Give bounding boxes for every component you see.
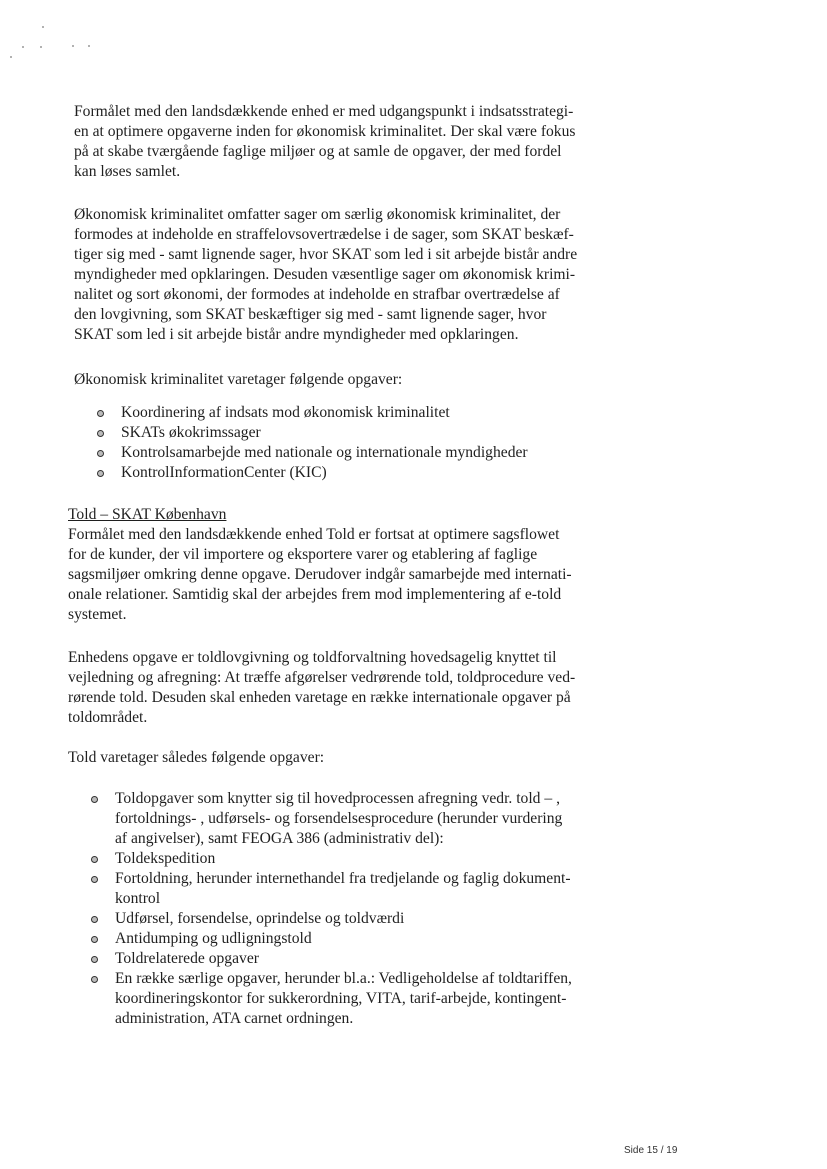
list-item — [115, 949, 572, 969]
list-item-text: Toldopgaver som knytter sig til hovedprocessen afregning vedr. told – , — [115, 790, 560, 807]
text-line: sagsmiljøer omkring denne opgave. Derudover indgår samarbejde med internati- — [68, 566, 572, 583]
scan-speck — [10, 56, 12, 58]
bullet-icon — [91, 856, 98, 863]
bullet-icon — [91, 956, 98, 963]
bullet-icon — [91, 796, 98, 803]
text-line: vejledning og afregning: At træffe afgørelser vedrørende told, toldprocedure ved- — [68, 669, 576, 686]
list-item — [121, 463, 528, 483]
task-list-told — [115, 789, 572, 1029]
text-line: Formålet med den landsdækkende enhed Told er fortsat at optimere sagsflowet — [68, 526, 560, 543]
list-item-text: koordineringskontor for sukkerordning, VITA, tarif-arbejde, kontingent- — [115, 990, 567, 1007]
text-line: toldområdet. — [68, 709, 148, 726]
scan-speck — [40, 46, 42, 48]
list-item — [115, 929, 572, 949]
text-line: nalitet og sort økonomi, der formodes at indeholde en strafbar overtrædelse af — [74, 286, 560, 303]
paragraph-scope — [74, 205, 577, 345]
list-item-text: SKATs økokrimssager — [121, 424, 261, 441]
task-list-economic-crime — [121, 403, 528, 483]
text-line: rørende told. Desuden skal enheden varetage en række internationale opgaver på — [68, 689, 571, 706]
text-line: onale relationer. Samtidig skal der arbejdes frem mod implementering af e-told — [68, 586, 562, 603]
bullet-icon — [97, 470, 104, 477]
scan-speck — [72, 45, 74, 47]
text-line: formodes at indeholde en straffelovsovertrædelse i de sager, som SKAT beskæf- — [74, 226, 574, 243]
scan-speck — [42, 26, 44, 28]
scan-speck — [88, 45, 90, 47]
text-line: myndigheder med opklaringen. Desuden væsentlige sager om økonomisk krimi- — [74, 266, 576, 283]
text-line: Formålet med den landsdækkende enhed er med udgangspunkt i indsatsstrategi- — [74, 103, 574, 120]
text-line: på at skabe tværgående faglige miljøer og at samle de opgaver, der med fordel — [74, 143, 562, 160]
list-item-text: Udførsel, forsendelse, oprindelse og toldværdi — [115, 910, 405, 927]
list-item — [121, 443, 528, 463]
list-item-text: Fortoldning, herunder internethandel fra tredjelande og faglig dokument- — [115, 870, 571, 887]
bullet-icon — [97, 410, 104, 417]
list-item — [115, 849, 572, 869]
list-item-text: Kontrolsamarbejde med nationale og internationale myndigheder — [121, 444, 528, 461]
bullet-icon — [91, 876, 98, 883]
text-line: systemet. — [68, 606, 127, 623]
list-item-text: Koordinering af indsats mod økonomisk kriminalitet — [121, 404, 450, 421]
page-number: Side 15 / 19 — [624, 1145, 678, 1156]
list-item-text: Antidumping og udligningstold — [115, 930, 312, 947]
paragraph-told-tasks-intro — [68, 748, 324, 768]
text-line: Økonomisk kriminalitet varetager følgende opgaver: — [74, 371, 403, 388]
list-item-text: fortoldnings- , udførsels- og forsendelsesprocedure (herunder vurdering — [115, 810, 563, 827]
text-line: for de kunder, der vil importere og eksportere varer og etablering af faglige — [68, 546, 538, 563]
list-item — [115, 789, 572, 849]
list-item-text: administration, ATA carnet ordningen. — [115, 1010, 354, 1027]
list-item — [115, 969, 572, 1029]
list-item-text: Toldrelaterede opgaver — [115, 950, 259, 967]
list-item-text: Toldekspedition — [115, 850, 216, 867]
list-item-text: af angivelser), samt FEOGA 386 (administrativ del): — [115, 830, 444, 847]
bullet-icon — [91, 916, 98, 923]
paragraph-tasks-intro — [74, 370, 402, 390]
section-told — [68, 505, 572, 625]
bullet-icon — [97, 450, 104, 457]
text-line: Told varetager således følgende opgaver: — [68, 749, 325, 766]
paragraph-unit-task — [68, 648, 575, 728]
text-line: Økonomisk kriminalitet omfatter sager om særlig økonomisk kriminalitet, der — [74, 206, 561, 223]
bullet-icon — [91, 976, 98, 983]
list-item — [121, 423, 528, 443]
section-heading: Told – SKAT København — [68, 506, 227, 523]
list-item — [121, 403, 528, 423]
text-line: en at optimere opgaverne inden for økonomisk kriminalitet. Der skal være fokus — [74, 123, 576, 140]
text-line: kan løses samlet. — [74, 163, 181, 180]
list-item — [115, 869, 572, 909]
scan-speck — [22, 46, 24, 48]
text-line: tiger sig med - samt lignende sager, hvor SKAT som led i sit arbejde bistår andre — [74, 246, 578, 263]
bullet-icon — [97, 430, 104, 437]
text-line: den lovgivning, som SKAT beskæftiger sig med - samt lignende sager, hvor — [74, 306, 547, 323]
paragraph-purpose — [74, 102, 575, 182]
bullet-icon — [91, 936, 98, 943]
list-item — [115, 909, 572, 929]
text-line: Enhedens opgave er toldlovgivning og toldforvaltning hovedsagelig knyttet til — [68, 649, 557, 666]
list-item-text: En række særlige opgaver, herunder bl.a.: Vedligeholdelse af toldtariffen, — [115, 970, 572, 987]
list-item-text: KontrolInformationCenter (KIC) — [121, 464, 327, 481]
list-item-text: kontrol — [115, 890, 161, 907]
text-line: SKAT som led i sit arbejde bistår andre myndigheder med opklaringen. — [74, 326, 519, 343]
